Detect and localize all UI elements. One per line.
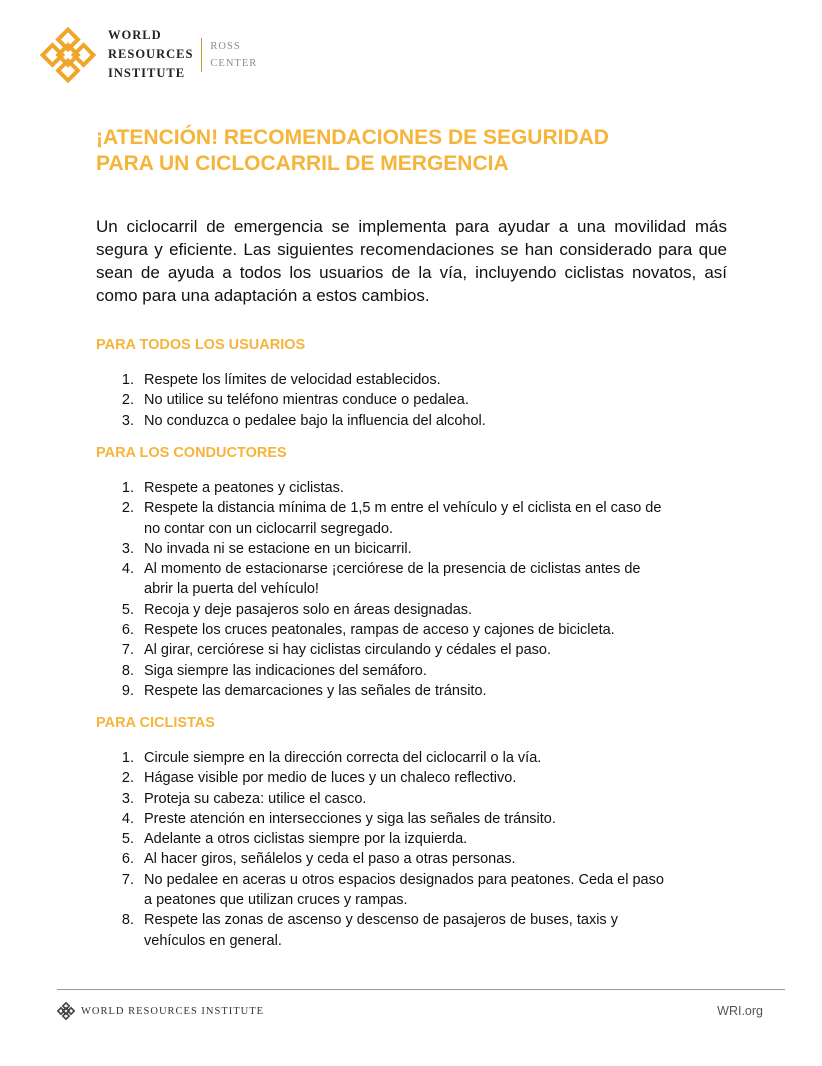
list-item: 4. Preste atención en intersecciones y siga las señales de tránsito. <box>121 810 556 827</box>
list-item: 2. Hágase visible por medio de luces y un chaleco reflectivo. <box>121 770 517 787</box>
list-item: 1. Circule siempre en la dirección correcta del ciclocarril o la vía. <box>121 750 542 766</box>
section-all-users <box>96 336 736 431</box>
list-item: 5. Adelante a otros ciclistas siempre por la izquierda. <box>121 831 468 848</box>
logo-line-3: INSTITUTE <box>108 66 186 80</box>
list-item: 6. Al hacer giros, señálelos y ceda el paso a otras personas. <box>121 851 516 868</box>
footer-url[interactable]: WRI.org <box>717 1004 763 1018</box>
logo-line-1: WORLD <box>108 28 162 42</box>
ross-line-1: ROSS <box>210 40 241 52</box>
logo-line-2: RESOURCES <box>108 47 194 61</box>
wri-logo-icon <box>57 1002 75 1020</box>
list-item: 8. Respete las zonas de ascenso y descenso de pasajeros de buses, taxis y vehículos en general. <box>121 912 618 949</box>
list-item: 7. No pedalee en aceras u otros espacios designados para peatones. Ceda el paso a peatones que utilizan cruces y rampas. <box>121 871 664 909</box>
list-item: 7. Al girar, cerciórese si hay ciclistas circulando y cédales el paso. <box>121 642 551 659</box>
page-title <box>96 125 736 177</box>
intro-paragraph: Un ciclocarril de emergencia se implementa para ayudar a una movilidad más segura y eficiente. Las siguientes recomendaciones se han considerado para que sean de ayuda a todos los usuarios de la vía, incluyendo ciclistas novatos, así como para una adaptación a estos cambios. <box>96 217 727 305</box>
list-item: 4. Al momento de estacionarse ¡cerciórese de la presencia de ciclistas antes de abrir la puerta del vehículo! <box>121 561 641 598</box>
section-heading: PARA TODOS LOS USUARIOS <box>96 337 306 353</box>
footer-divider <box>57 989 785 990</box>
title-line-2: PARA UN CICLOCARRIL DE MERGENCIA <box>96 152 509 175</box>
section-heading: PARA CICLISTAS <box>96 715 215 731</box>
list-item: 3. Proteja su cabeza: utilice el casco. <box>121 790 367 807</box>
list-item: 5. Recoja y deje pasajeros solo en áreas designadas. <box>121 601 473 618</box>
list-item: 6. Respete los cruces peatonales, rampas de acceso y cajones de bicicleta. <box>121 622 615 639</box>
ross-line-2: CENTER <box>210 57 258 69</box>
section-list <box>96 478 736 701</box>
section-list <box>96 370 736 431</box>
list-item: 3. No conduzca o pedalee bajo la influencia del alcohol. <box>121 412 486 429</box>
list-item: 2. No utilice su teléfono mientras conduce o pedalea. <box>121 392 469 409</box>
wri-logo-icon <box>40 27 96 83</box>
list-item: 2. Respete la distancia mínima de 1,5 m entre el vehículo y el ciclista en el caso de no contar con un ciclocarril segregado. <box>121 500 662 537</box>
logo-divider <box>201 38 202 72</box>
section-cyclists <box>96 714 736 951</box>
header-logo <box>40 26 257 83</box>
list-item: 1. Respete a peatones y ciclistas. <box>121 480 344 496</box>
list-item: 1. Respete los límites de velocidad establecidos. <box>121 372 441 388</box>
section-list <box>96 748 736 951</box>
footer-org-name: WORLD RESOURCES INSTITUTE <box>81 1005 265 1017</box>
list-item: 8. Siga siempre las indicaciones del semáforo. <box>121 662 427 679</box>
footer-org <box>57 1002 264 1020</box>
section-heading: PARA LOS CONDUCTORES <box>96 445 287 461</box>
section-drivers <box>96 444 736 701</box>
list-item: 9. Respete las demarcaciones y las señales de tránsito. <box>121 682 487 699</box>
list-item: 3. No invada ni se estacione en un bicicarril. <box>121 540 412 557</box>
title-line-1: ¡ATENCIÓN! RECOMENDACIONES DE SEGURIDAD <box>96 126 609 149</box>
